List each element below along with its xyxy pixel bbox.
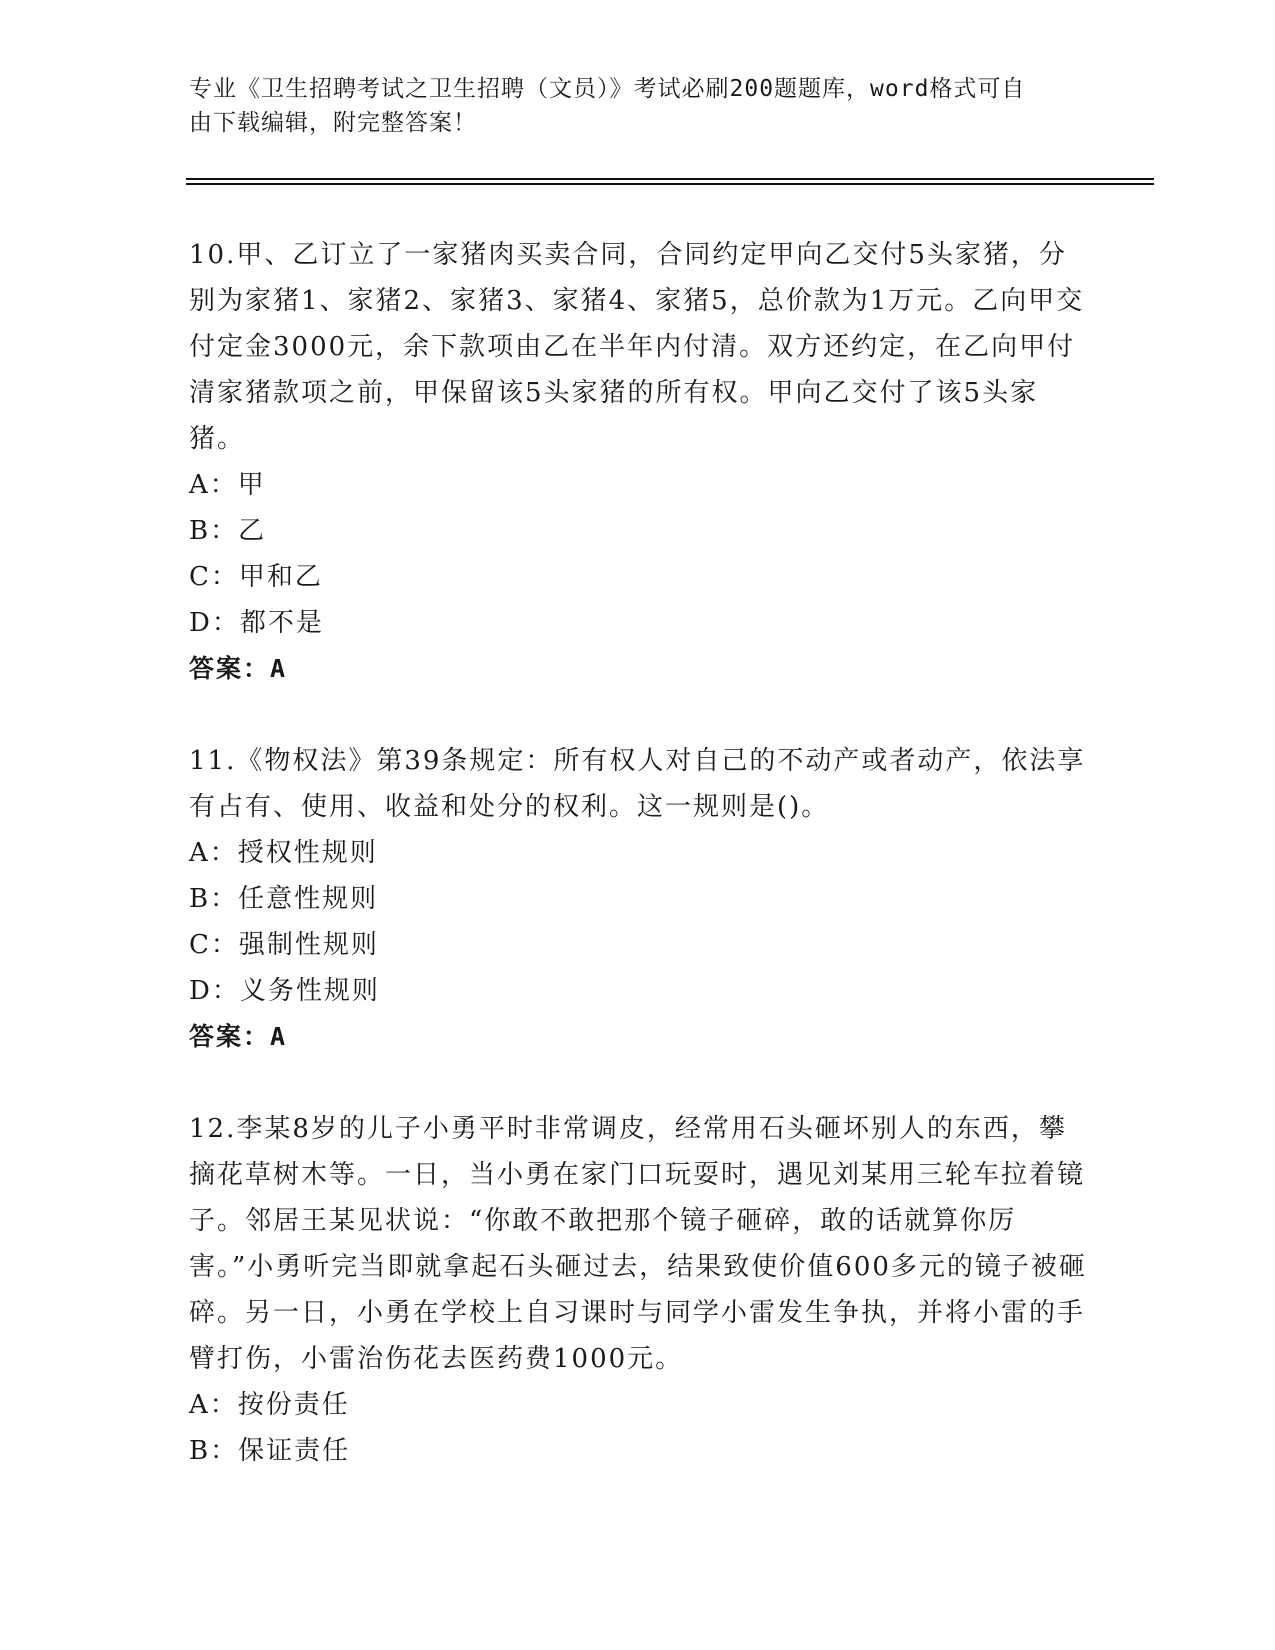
question-stem: 12.李某8岁的儿子小勇平时非常调皮，经常用石头砸坏别人的东西，攀摘花草树木等。一日，当小勇在家门口玩耍时，遇见刘某用三轮车拉着镜子。邻居王某见状说：“你敢不敢把那个镜子砸碎，敢的话就算你厉害。”小勇听完当即就拿起石头砸过去，结果致使价值600多元的镜子被砸碎。另一日，小勇在学校上自习课时与同学小雷发生争执，并将小雷的手臂打伤，小雷治伤花去医药费1000元。	[189, 1114, 1087, 1374]
option-c: C：甲和乙	[189, 562, 323, 592]
header-line-1: 专业《卫生招聘考试之卫生招聘（文员）》考试必刷200题题库，word格式可自	[189, 76, 1026, 102]
option-a: A：按份责任	[189, 1390, 350, 1420]
option-b: B：保证责任	[189, 1436, 351, 1466]
question-stem: 11.《物权法》第39条规定：所有权人对自己的不动产或者动产，依法享有占有、使用、收益和处分的权利。这一规则是()。	[189, 746, 1086, 822]
option-a: A：甲	[189, 470, 266, 500]
header-divider-bottom	[186, 183, 1154, 185]
question-12	[189, 1106, 1089, 1474]
document-header	[189, 72, 1069, 140]
header-divider-top	[186, 178, 1154, 180]
header-line-2: 由下载编辑，附完整答案！	[189, 110, 477, 136]
option-d: D：义务性规则	[189, 976, 380, 1006]
option-c: C：强制性规则	[189, 930, 379, 960]
option-d: D：都不是	[189, 608, 324, 638]
question-10	[189, 232, 1089, 692]
option-b: B：任意性规则	[189, 884, 379, 914]
option-b: B：乙	[189, 516, 267, 546]
option-a: A：授权性规则	[189, 838, 378, 868]
question-list	[189, 232, 1089, 1520]
question-11	[189, 738, 1089, 1060]
question-stem: 10.甲、乙订立了一家猪肉买卖合同，合同约定甲向乙交付5头家猪，分别为家猪1、家猪2、家猪3、家猪4、家猪5，总价款为1万元。乙向甲交付定金3000元，余下款项由乙在半年内付清。双方还约定，在乙向甲付清家猪款项之前，甲保留该5头家猪的所有权。甲向乙交付了该5头家猪。	[189, 240, 1085, 454]
answer-label: 答案：A	[189, 654, 288, 683]
answer-label: 答案：A	[189, 1022, 288, 1051]
